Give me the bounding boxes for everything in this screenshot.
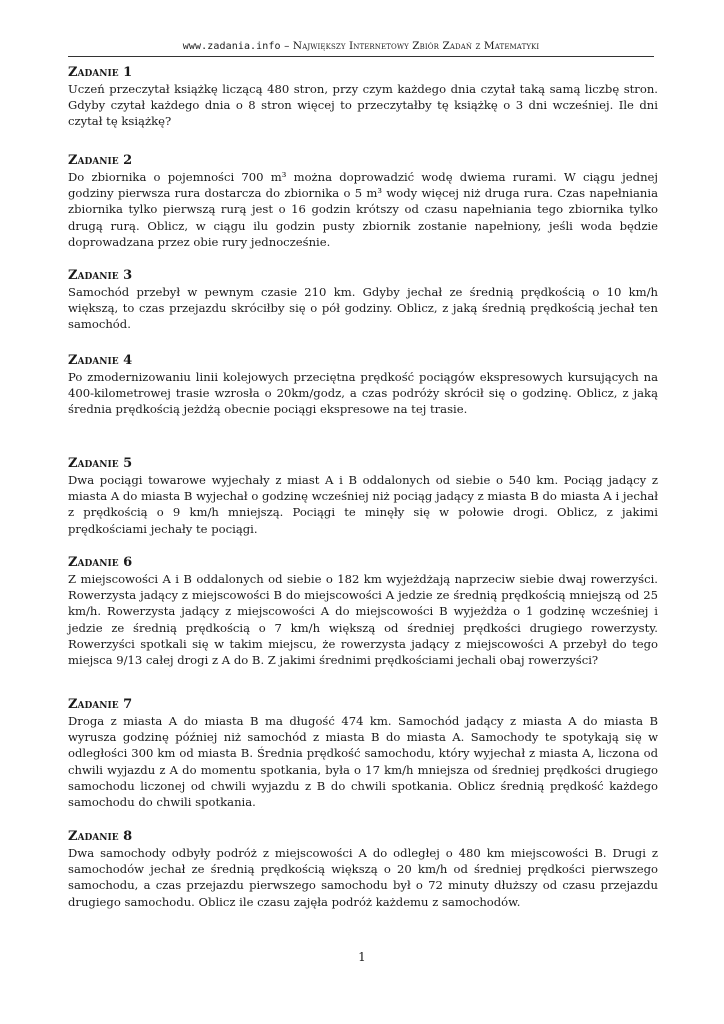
problem-1 — [68, 65, 658, 130]
problem-6 — [68, 555, 658, 668]
problem-text: Uczeń przeczytał książkę liczącą 480 stron, przy czym każdego dnia czytał taką samą liczbę stron. Gdyby czytał każdego dnia o 8 stron więcej to przeczytałby tę książkę o 3 dni wcześniej. Ile dni czytał tę książkę? — [68, 82, 658, 129]
problem-7 — [68, 697, 658, 810]
problem-title: Zadanie 2 — [68, 153, 133, 168]
problem-title: Zadanie 6 — [68, 555, 133, 570]
problem-text: Dwa samochody odbyły podróż z miejscowości A do odległej o 480 km miejscowości B. Drugi z samochodów jechał ze średnią prędkością większą o 20 km/h od średniej prędkości pierwszego samochodu, a czas przejazdu pierwszego samochodu był o 72 minuty dłuższy od czasu przejazdu drugiego samochodu. Oblicz ile czasu zajęła podróż każdemu z samochodów. — [68, 846, 658, 909]
problem-5 — [68, 456, 658, 537]
header-site: www.zadania.info — [182, 41, 281, 52]
problem-text: Dwa pociągi towarowe wyjechały z miast A i B oddalonych od siebie o 540 km. Pociąg jadący z miasta A do miasta B wyjechał o godzinę wcześniej niż pociąg jadący z miasta B do miasta A i jechał z prędkością o 9 km/h mniejszą. Pociągi te minęły się w połowie drogi. Oblicz, z jakimi prędkościami jechały te pociągi. — [68, 473, 658, 536]
problem-3 — [68, 268, 658, 333]
problem-text: Droga z miasta A do miasta B ma długość 474 km. Samochód jadący z miasta A do miasta B wyrusza godzinę później niż samochód z miasta B do miasta A. Samochody te spotykają się w odległości 300 km od miasta B. Średnia prędkość samochodu, który wyjechał z miasta A, liczona od chwili wyjazdu z A do momentu spotkania, była o 17 km/h mniejsza od średniej prędkości drugiego samochodu liczonej od chwili wyjazdu z B do chwili spotkania. Oblicz średnią prędkość każdego samochodu do chwili spotkania. — [68, 714, 658, 810]
problem-title: Zadanie 4 — [68, 353, 133, 368]
problem-text: Samochód przebył w pewnym czasie 210 km. Gdyby jechał ze średnią prędkością o 10 km/h większą, to czas przejazdu skróciłby się o pół godziny. Oblicz, z jaką średnią prędkością jechał ten samochód. — [68, 285, 658, 332]
problem-4 — [68, 353, 658, 418]
problem-title: Zadanie 1 — [68, 65, 133, 80]
page-header — [68, 40, 654, 52]
problem-8 — [68, 829, 658, 910]
header-title: Największy Internetowy Zbiór Zadań z Matematyki — [292, 40, 540, 52]
problem-title: Zadanie 7 — [68, 697, 133, 712]
problem-title: Zadanie 8 — [68, 829, 133, 844]
header-separator: – — [280, 40, 293, 52]
problem-text: Do zbiornika o pojemności 700 m³ można doprowadzić wodę dwiema rurami. W ciągu jednej godziny pierwsza rura dostarcza do zbiornika o 5 m³ wody więcej niż druga rura. Czas napełniania zbiornika tylko pierwszą rurą jest o 16 godzin krótszy od czasu napełniania tego zbiornika tylko drugą rurą. Oblicz, w ciągu ilu godzin pusty zbiornik zostanie napełniony, jeśli woda będzie doprowadzana przez obie rury jednocześnie. — [68, 170, 658, 249]
problem-text: Z miejscowości A i B oddalonych od siebie o 182 km wyjeżdżają naprzeciw siebie dwaj rowerzyści. Rowerzysta jadący z miejscowości B do miejscowości A jedzie ze średnią prędkością mniejszą od 25 km/h. Rowerzysta jadący z miejscowości A do miejscowości B wyjeżdża o 1 godzinę wcześniej i jedzie ze średnią prędkością o 7 km/h większą od średniej prędkości drugiego rowerzysty. Rowerzyści spotkali się w takim miejscu, że rowerzysta jadący z miejscowości A przebył do tego miejsca 9/13 całej drogi z A do B. Z jakimi średnimi prędkościami jechali obaj rowerzyści? — [68, 572, 658, 668]
page-number: 1 — [358, 950, 366, 964]
header-rule — [68, 56, 654, 57]
problem-title: Zadanie 5 — [68, 456, 133, 471]
problem-text: Po zmodernizowaniu linii kolejowych przeciętna prędkość pociągów ekspresowych kursujących na 400-kilometrowej trasie wzrosła o 20km/godz, a czas podróży skrócił się o godzinę. Oblicz, z jaką średnia prędkością jeżdżą obecnie pociągi ekspresowe na tej trasie. — [68, 370, 658, 417]
problem-title: Zadanie 3 — [68, 268, 133, 283]
problem-2 — [68, 153, 658, 250]
